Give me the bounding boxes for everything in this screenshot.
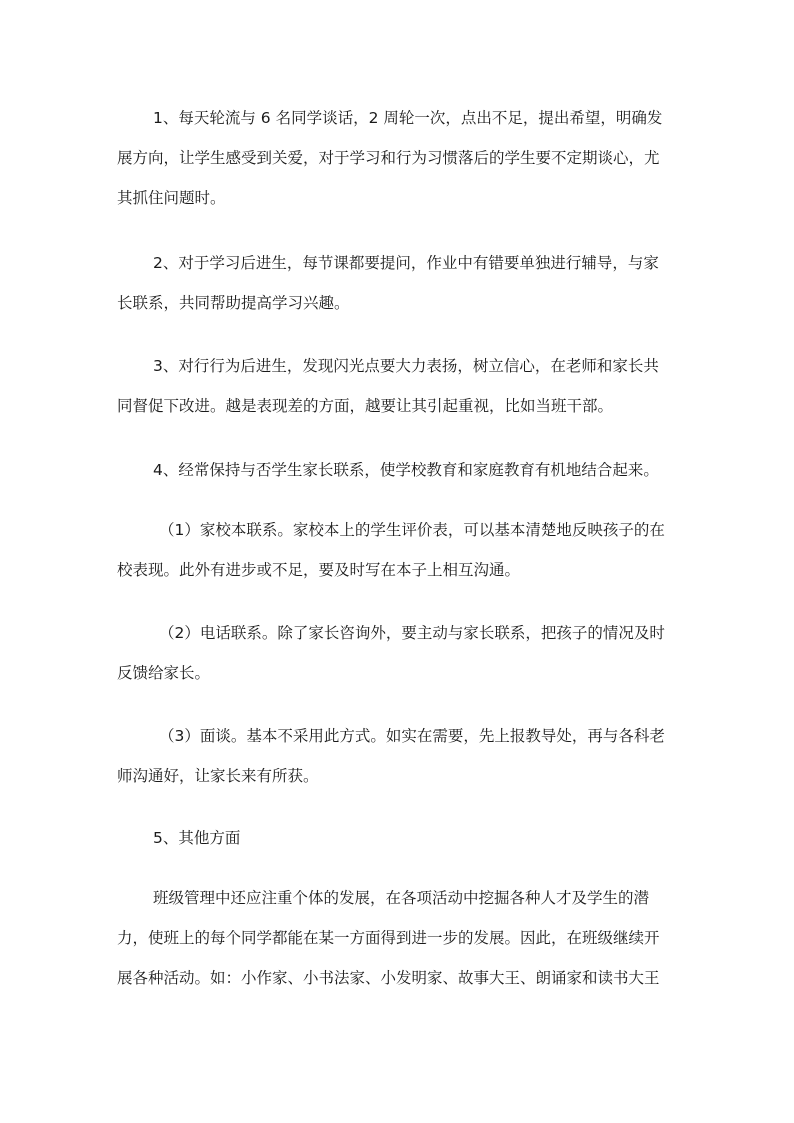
text-line: 长联系，共同帮助提高学习兴趣。 bbox=[117, 294, 350, 312]
paragraph-5 bbox=[117, 510, 680, 590]
text-line: 校表现。此外有进步或不足，要及时写在本子上相互沟通。 bbox=[117, 561, 521, 579]
text-line: 师沟通好，让家长来有所获。 bbox=[117, 767, 319, 785]
paragraph-9 bbox=[117, 878, 680, 998]
text-line: （3）面谈。基本不采用此方式。如实在需要，先上报教导处，再与各科老 bbox=[159, 727, 665, 745]
paragraph-8-heading bbox=[117, 818, 680, 858]
paragraph-1 bbox=[117, 98, 680, 218]
text-line: （1）家校本联系。家校本上的学生评价表，可以基本清楚地反映孩子的在 bbox=[159, 521, 665, 539]
text-line: 展方向，让学生感受到关爱，对于学习和行为习惯落后的学生要不定期谈心，尤 bbox=[117, 149, 660, 167]
text-line: （2）电话联系。除了家长咨询外，要主动与家长联系，把孩子的情况及时 bbox=[159, 624, 665, 642]
paragraph-2 bbox=[117, 243, 680, 323]
text-line: 班级管理中还应注重个体的发展，在各项活动中挖掘各种人才及学生的潜 bbox=[153, 889, 650, 907]
paragraph-7 bbox=[117, 716, 680, 796]
text-line: 反馈给家长。 bbox=[117, 664, 211, 682]
paragraph-3 bbox=[117, 346, 680, 426]
text-line: 展各种活动。如：小作家、小书法家、小发明家、故事大王、朗诵家和读书大王 bbox=[117, 969, 660, 987]
section-heading: 5、其他方面 bbox=[153, 829, 241, 847]
text-line: 其抓住问题时。 bbox=[117, 189, 226, 207]
text-line: 4、经常保持与否学生家长联系，使学校教育和家庭教育有机地结合起来。 bbox=[153, 461, 659, 479]
text-line: 同督促下改进。越是表现差的方面，越要让其引起重视，比如当班干部。 bbox=[117, 397, 614, 415]
paragraph-6 bbox=[117, 613, 680, 693]
text-line: 3、对行行为后进生，发现闪光点要大力表扬，树立信心，在老师和家长共 bbox=[153, 357, 659, 375]
paragraph-4 bbox=[117, 450, 680, 490]
text-line: 1、每天轮流与 6 名同学谈话，2 周轮一次，点出不足，提出希望，明确发 bbox=[153, 109, 663, 127]
text-line: 2、对于学习后进生，每节课都要提问，作业中有错要单独进行辅导，与家 bbox=[153, 254, 659, 272]
text-line: 力，使班上的每个同学都能在某一方面得到进一步的发展。因此，在班级继续开 bbox=[117, 929, 660, 947]
